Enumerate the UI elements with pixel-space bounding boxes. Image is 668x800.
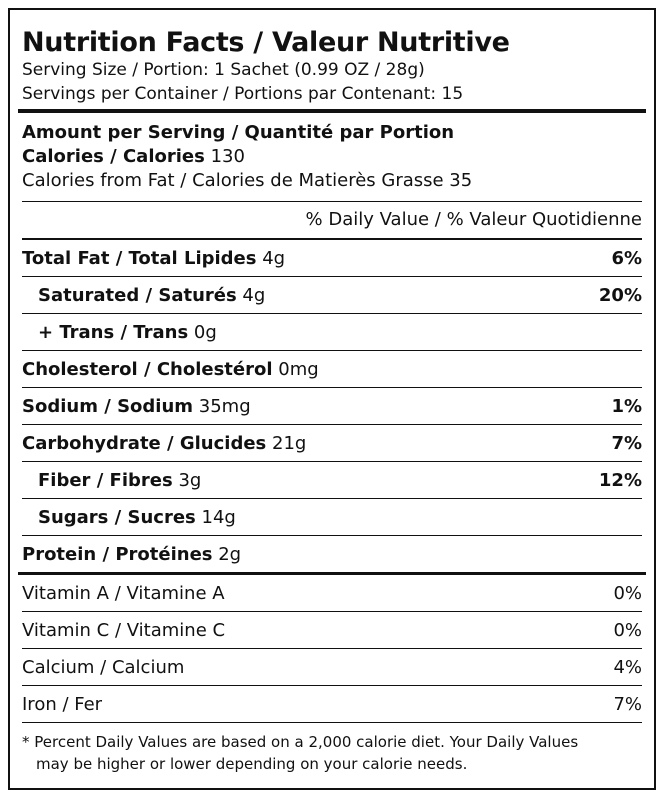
thick-divider [18,109,646,113]
nutrient-row-saturated [22,277,642,314]
nutrient-row-sugars [22,499,642,536]
calories-from-fat: Calories from Fat / Calories de Matierès Grasse 35 [22,170,473,191]
nutrient-row-fiber [22,462,642,499]
nutrient-dv: 7% [611,432,642,454]
calories-row [22,145,642,169]
nutrient-label: Sugars / Sucres [38,506,196,528]
nutrient-dv: 12% [598,469,642,491]
nutrient-label: Saturated / Saturés [38,284,237,306]
vitamin-row-a [22,575,642,612]
nutrient-amount: 0g [193,321,217,343]
nutrient-dv: 20% [598,284,642,306]
nutrient-label: Fiber / Fibres [38,469,173,491]
nutrient-amount: 4g [262,247,286,269]
nutrition-facts-label [8,8,656,790]
nutrient-row-carbohydrate [22,425,642,462]
vitamin-dv: 0% [613,582,642,604]
label-title: Nutrition Facts / Valeur Nutritive [22,27,510,58]
nutrient-amount: 14g [201,506,236,528]
vitamin-row-iron [22,686,642,723]
servings-per-container: Servings per Container / Portions par Contenant: 15 [22,84,464,104]
vitamin-row-c [22,612,642,649]
nutrient-amount: 4g [242,284,266,306]
vitamin-label: Iron / Fer [22,693,103,715]
vitamin-label: Vitamin A / Vitamine A [22,582,225,604]
nutrient-label: Carbohydrate / Glucides [22,432,267,454]
footnote-line-1: * Percent Daily Values are based on a 2,000 calorie diet. Your Daily Values [22,733,579,751]
nutrient-amount: 35mg [198,395,251,417]
nutrient-row-sodium [22,388,642,425]
nutrient-amount: 21g [272,432,307,454]
nutrient-dv: 6% [611,247,642,269]
nutrient-row-protein [22,536,642,572]
vitamin-dv: 7% [613,693,642,715]
serving-size: Serving Size / Portion: 1 Sachet (0.99 OZ / 28g) [22,60,425,80]
nutrient-amount: 2g [218,543,242,565]
nutrient-amount: 3g [178,469,202,491]
vitamin-label: Vitamin C / Vitamine C [22,619,226,641]
nutrient-label: Sodium / Sodium [22,395,194,417]
calories-label: Calories / Calories [22,146,205,167]
nutrient-label: Protein / Protéines [22,543,213,565]
nutrient-row-trans [22,314,642,351]
nutrient-label: + Trans / Trans [38,321,189,343]
vitamin-row-calcium [22,649,642,686]
amount-per-serving: Amount per Serving / Quantité par Portion [22,122,455,143]
calories-value: 130 [210,146,245,167]
footnote-line-2: may be higher or lower depending on your calorie needs. [36,755,468,773]
daily-value-header: % Daily Value / % Valeur Quotidienne [22,202,642,240]
footnote [22,731,642,775]
nutrient-dv: 1% [611,395,642,417]
vitamin-label: Calcium / Calcium [22,656,185,678]
nutrient-label: Cholesterol / Cholestérol [22,358,273,380]
nutrient-label: Total Fat / Total Lipides [22,247,257,269]
nutrient-row-cholesterol [22,351,642,388]
nutrient-amount: 0mg [278,358,319,380]
vitamin-dv: 4% [613,656,642,678]
vitamin-dv: 0% [613,619,642,641]
nutrient-row-total-fat [22,240,642,277]
